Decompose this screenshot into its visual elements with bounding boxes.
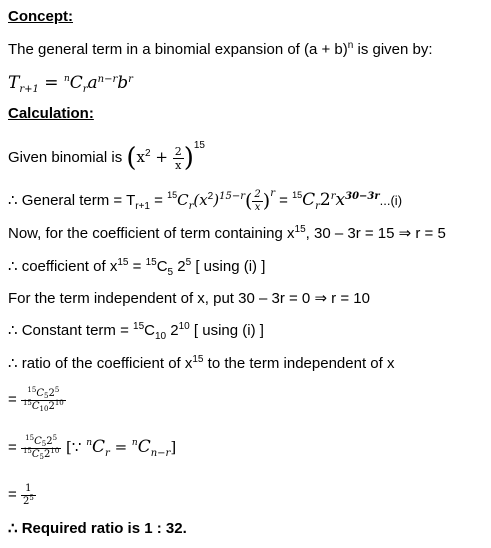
- const-C-sub: 10: [154, 331, 167, 342]
- general-sub: r+1: [135, 201, 150, 212]
- independent-condition: For the term independent of x, put 30 – 3r = 0 ⇒ r = 10: [8, 290, 370, 307]
- given-frac-den: x: [175, 158, 182, 172]
- general-x: x: [335, 190, 346, 210]
- ratio-step-1: [8, 380, 66, 420]
- coeff-C-sub: 5: [167, 267, 174, 278]
- general-prefix: ∴ General term = T: [8, 192, 136, 209]
- const-two: 2: [166, 322, 179, 339]
- coeff-sup: 15: [117, 257, 129, 268]
- given-fraction: [173, 145, 184, 172]
- general-term-formula: [8, 74, 133, 95]
- coeff-text-sup: 15: [294, 224, 306, 235]
- general-frac-close: ): [262, 190, 271, 213]
- ratio-suffix: to the term independent of x: [203, 355, 395, 372]
- given-x-sup: 2: [145, 148, 151, 159]
- step1-denominator: $^{15}C_{10}2^{10}$: [22, 398, 64, 413]
- coeff-text-suffix: , 30 – 3r = 15 ⇒ r = 5: [305, 225, 446, 242]
- formula-b: b: [117, 73, 129, 93]
- formula-eq: =: [38, 73, 64, 93]
- concept-text-prefix: The general term in a binomial expansion of (a + b): [8, 41, 348, 58]
- coeff-prefix: ∴ coefficient of x: [8, 258, 118, 275]
- given-plus: +: [150, 148, 173, 166]
- ratio-sup: 15: [192, 354, 204, 365]
- formula-pre-n: n: [63, 74, 70, 84]
- formula-T-sub: r+1: [19, 84, 39, 95]
- general-fraction: [252, 189, 262, 214]
- general-frac-open: (: [244, 190, 253, 213]
- coeff-mid: =: [128, 258, 146, 275]
- general-C2-sub: r: [315, 201, 320, 212]
- general-x2: (x: [193, 191, 208, 209]
- const-prefix: ∴ Constant term =: [8, 322, 134, 339]
- step3-fraction: [21, 483, 36, 508]
- step3-denominator: $2^5$: [22, 493, 34, 507]
- coeff-text-prefix: Now, for the coefficient of term containing x: [8, 225, 295, 242]
- concept-heading: Concept:: [8, 8, 73, 25]
- general-x2-sup: 2: [207, 191, 214, 202]
- general-frac-den: x: [254, 201, 261, 213]
- coefficient-line: [8, 258, 265, 276]
- coeff-two-sup: 5: [185, 257, 192, 268]
- ratio-line: [8, 355, 394, 373]
- calculation-heading: Calculation:: [8, 105, 94, 122]
- const-suffix: [ using (i) ]: [189, 322, 264, 339]
- general-C2: C: [302, 190, 316, 210]
- given-close-paren: ): [183, 143, 194, 174]
- formula-a-sup: n−r: [97, 74, 118, 85]
- step2-reason: [∵ $^nC_r = ^nC_{n-r}$]: [61, 437, 177, 459]
- general-two: 2: [319, 190, 331, 210]
- general-tag: ...(i): [379, 193, 403, 208]
- general-pre2: 15: [292, 190, 303, 200]
- coeff-pre: 15: [145, 257, 157, 268]
- given-open-paren: (: [126, 143, 137, 174]
- general-eq1: =: [149, 192, 168, 209]
- formula-C: C: [69, 73, 83, 93]
- formula-a: a: [87, 73, 98, 93]
- general-frac-num: 2: [254, 188, 261, 200]
- general-C: C: [177, 191, 189, 209]
- concept-text-sup: n: [347, 40, 354, 51]
- given-prefix: Given binomial is: [8, 149, 127, 166]
- coeff-C: C: [156, 258, 168, 275]
- step2-eq: =: [8, 439, 17, 456]
- final-answer: ∴ Required ratio is 1 : 32.: [8, 520, 187, 537]
- general-frac-pow: r: [270, 188, 275, 199]
- general-eq2: =: [274, 192, 293, 209]
- concept-text-suffix: is given by:: [353, 41, 433, 58]
- general-pre1: 15: [167, 190, 178, 200]
- const-two-sup: 10: [178, 321, 190, 332]
- coefficient-condition: [8, 225, 446, 243]
- step2-fraction: [21, 433, 61, 461]
- step2-denominator: $^{15}C_52^{10}$: [22, 446, 60, 461]
- step2-numerator: $^{15}C_52^5$: [21, 436, 61, 449]
- const-pre: 15: [133, 321, 145, 332]
- ratio-prefix: ∴ ratio of the coefficient of x: [8, 355, 193, 372]
- general-two-sup: r: [330, 191, 336, 202]
- step3-numerator: 1: [21, 483, 36, 496]
- general-x-sup: 30−3r: [345, 191, 380, 202]
- ratio-step-3: [8, 475, 36, 515]
- general-x2-pow: 15−r: [219, 191, 245, 202]
- const-C: C: [144, 322, 155, 339]
- formula-T: T: [8, 73, 20, 93]
- general-C-sub: r: [188, 201, 194, 212]
- general-x2-close: ): [213, 191, 220, 209]
- formula-C-sub: r: [82, 84, 88, 95]
- given-power: 15: [193, 140, 205, 151]
- formula-b-sup: r: [128, 74, 133, 85]
- given-x: x: [136, 148, 146, 166]
- step1-eq: =: [8, 391, 17, 408]
- step1-fraction: [21, 385, 66, 413]
- constant-term-line: [8, 322, 264, 340]
- coeff-two: 2: [173, 258, 186, 275]
- general-term-line: [8, 185, 402, 217]
- concept-text: [8, 41, 433, 59]
- step1-numerator: $^{15}C_52^5$: [21, 388, 66, 401]
- given-binomial: [8, 139, 205, 176]
- ratio-step-2: [8, 427, 176, 470]
- step3-eq: =: [8, 486, 17, 503]
- coeff-suffix: [ using (i) ]: [191, 258, 266, 275]
- given-frac-num: 2: [174, 144, 182, 158]
